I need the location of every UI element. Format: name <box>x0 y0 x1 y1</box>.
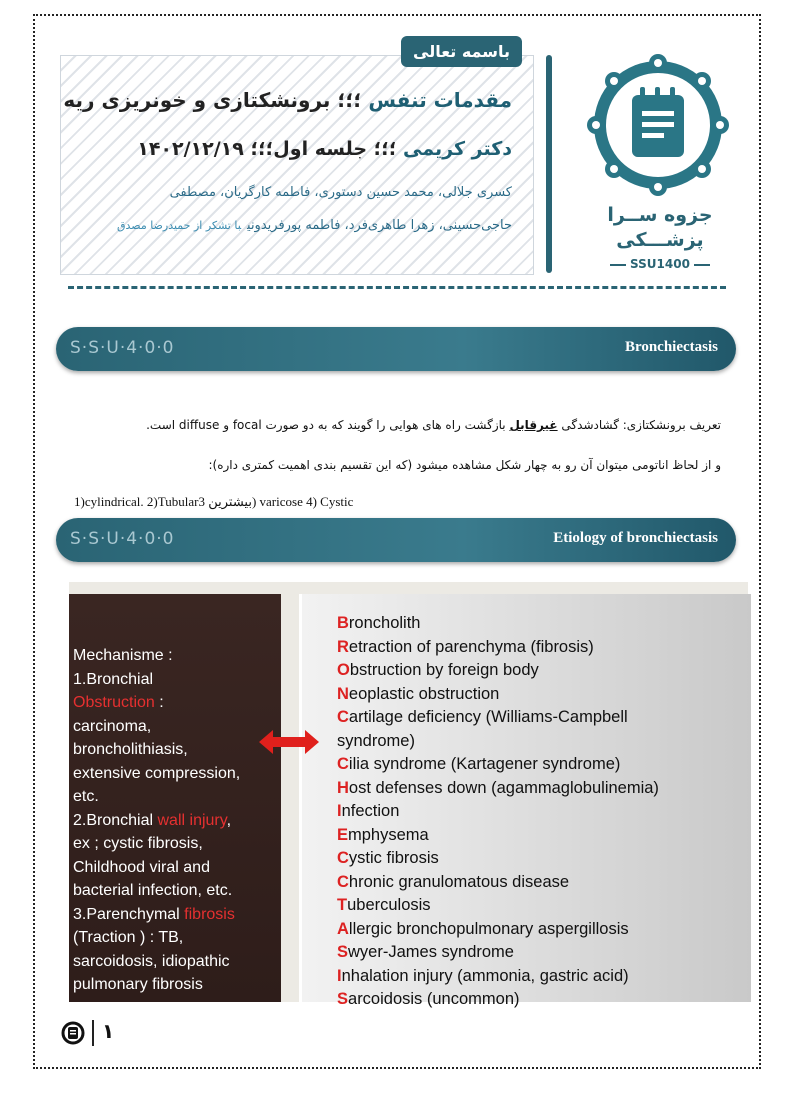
mechanism-panel <box>69 594 281 1002</box>
cause-item: Cartilage deficiency (Williams-Campbell <box>337 708 628 726</box>
section-code: S·S·U·4·0·0 <box>70 338 175 358</box>
logo-code: SSU1400 <box>605 257 715 271</box>
section-title: Bronchiectasis <box>624 339 718 355</box>
cause-item: Tuberculosis <box>337 896 431 914</box>
lecture-title <box>63 88 512 112</box>
mechanism-line: 3.Parenchymal fibrosis <box>73 905 235 923</box>
mechanism-line: ex ; cystic fibrosis, <box>73 835 203 852</box>
causes-list <box>337 612 757 1012</box>
topic-name: ؛؛؛ برونشکتازی و خونریزی ریه <box>63 88 369 112</box>
mechanism-line: 1.Bronchial <box>73 670 154 688</box>
mechanism-line: pulmonary fibrosis <box>73 976 203 993</box>
authors-names: حاجی‌حسینی، زهرا طاهری‌فرد، فاطمه پورفریدونی <box>247 218 512 233</box>
cause-item: Inhalation injury (ammonia, gastric acid) <box>337 966 629 985</box>
cause-item: Emphysema <box>337 825 429 844</box>
mechanism-line: carcinoma, <box>73 717 152 735</box>
section-title: Etiology of bronchiectasis <box>553 530 718 546</box>
double-arrow-icon <box>259 728 319 756</box>
cause-item: Infection <box>337 802 400 820</box>
anatomy-paragraph: و از لحاظ اناتومی میتوان آن رو به چهار شکل مشاهده میشود (که این تقسیم بندی اهمیت کمتری داره): <box>208 458 721 472</box>
cause-item: Allergic bronchopulmonary aspergillosis <box>337 919 629 938</box>
cause-item: Cystic fibrosis <box>337 849 439 867</box>
authors-line-1: کسری جلالی، محمد حسین دستوری، فاطمه کارگریان، مصطفی <box>169 185 512 200</box>
definition-pre: تعریف برونشکتازی: گشادشدگی <box>557 418 721 432</box>
mechanism-line: etc. <box>73 788 99 805</box>
session-date: ؛؛؛ جلسه اول؛؛؛ ۱۴۰۲/۱۲/۱۹ <box>137 138 404 160</box>
section-banner-bronchiectasis <box>56 327 736 371</box>
footer-logo-icon <box>60 1020 86 1046</box>
page-number: ۱ <box>102 1019 115 1043</box>
cause-item: Cilia syndrome (Kartagener syndrome) <box>337 755 621 773</box>
cause-item: Sarcoidosis (uncommon) <box>337 990 520 1008</box>
cause-item: Chronic granulomatous disease <box>337 872 570 891</box>
logo-name-line-1: جزوه ســرا <box>607 204 713 226</box>
etiology-slide <box>69 582 748 1008</box>
definition-paragraph <box>146 418 721 432</box>
mechanism-line: (Traction ) : TB, <box>73 929 184 946</box>
section-code: S·S·U·4·0·0 <box>70 529 175 549</box>
course-name: مقدمات تنفس <box>368 88 512 112</box>
mechanism-list <box>73 644 278 997</box>
cause-item: Host defenses down (agammaglobulinemia) <box>337 778 659 797</box>
section-banner-etiology <box>56 518 736 562</box>
causes-panel <box>299 594 751 1008</box>
cause-item: Neoplastic obstruction <box>337 684 500 703</box>
mechanism-line: bacterial infection, etc. <box>73 882 233 899</box>
lecture-meta <box>137 138 512 160</box>
bismillah-label: باسمه تعالی <box>401 36 522 67</box>
mechanism-line: broncholithiasis, <box>73 741 188 758</box>
authors-line-2 <box>117 218 512 233</box>
logo-name-line-2: پزشـــکی <box>616 229 704 251</box>
cause-item: Broncholith <box>337 614 421 632</box>
mechanism-line: 2.Bronchial wall injury, <box>73 811 232 829</box>
footer-divider <box>92 1020 94 1046</box>
mechanism-line: sarcoidosis, idiopathic <box>73 952 230 970</box>
cause-item: Obstruction by foreign body <box>337 661 539 679</box>
definition-post: بازگشت راه های هوایی را گویند که به دو صورت focal و diffuse است. <box>146 418 510 432</box>
header-divider <box>546 55 552 273</box>
types-list: 1)cylindrical. 2)Tubularبیشترین 3) varicose 4) Cystic <box>74 494 354 509</box>
mechanism-line: Mechanisme : <box>73 647 173 664</box>
mechanism-line: Childhood viral and <box>73 858 210 876</box>
cause-item: Retraction of parenchyma (fibrosis) <box>337 637 594 656</box>
cause-item: syndrome) <box>337 731 415 750</box>
mechanism-line: Obstruction : <box>73 694 164 711</box>
header-separator <box>68 286 726 289</box>
teacher-name: دکتر کریمی <box>403 138 512 160</box>
cause-item: Swyer-James syndrome <box>337 943 514 961</box>
mechanism-line: extensive compression, <box>73 764 241 782</box>
thanks-note: با تشکر از حمیدرضا مصدق <box>116 219 242 232</box>
definition-emphasis: غیرقابل <box>509 418 558 432</box>
